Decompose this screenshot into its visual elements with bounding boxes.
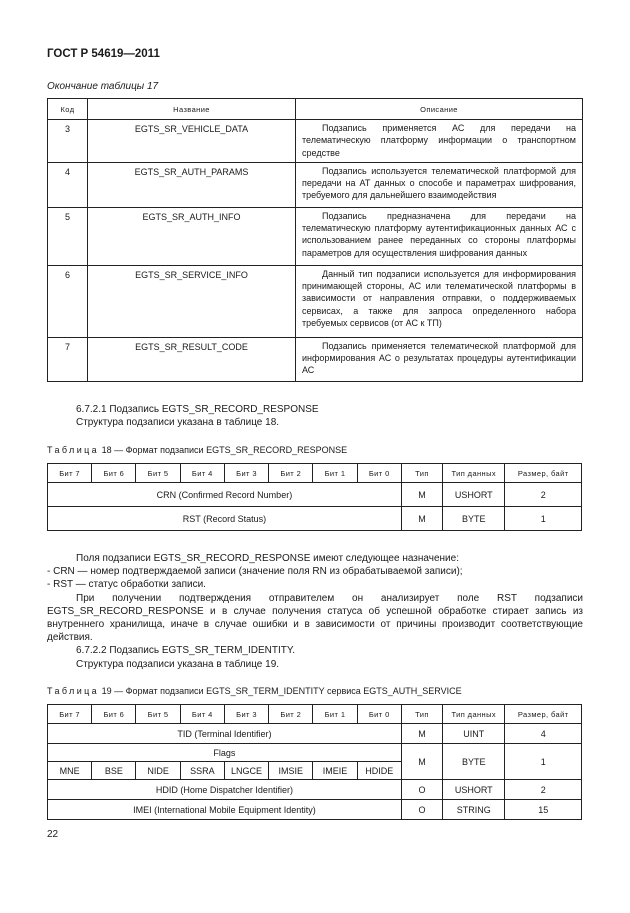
- description-cell: Подзапись предназначена для передачи на телематическую платформу аутентификационных данных АС с использованием ранее переданных со стороны платформы параметров для осуществления шифрования данных: [296, 207, 583, 265]
- column-header: Тип данных: [443, 705, 505, 724]
- column-header: Тип: [401, 464, 442, 483]
- table-18: [47, 463, 582, 531]
- datatype-cell: STRING: [443, 800, 505, 820]
- section-title: 6.7.2.1 Подзапись EGTS_SR_RECORD_RESPONSE: [76, 404, 319, 415]
- column-header: Тип данных: [443, 464, 505, 483]
- column-header: Код: [48, 99, 88, 120]
- column-header: Бит 5: [136, 464, 180, 483]
- flag-bit-cell: LNGCE: [224, 762, 268, 780]
- field-cell: IMEI (International Mobile Equipment Identity): [48, 800, 402, 820]
- type-cell: M: [401, 507, 442, 531]
- table-row: [48, 483, 582, 507]
- flag-bit-cell: BSE: [92, 762, 136, 780]
- column-header: Бит 3: [224, 705, 268, 724]
- flag-bit-cell: IMSIE: [269, 762, 313, 780]
- column-header: Бит 6: [92, 705, 136, 724]
- column-header: Бит 0: [357, 464, 401, 483]
- flag-bit-cell: MNE: [48, 762, 92, 780]
- column-header: Название: [88, 99, 296, 120]
- fields-description: [47, 552, 583, 671]
- table-row: [48, 800, 582, 820]
- field-cell: TID (Terminal Identifier): [48, 724, 402, 744]
- flag-bit-cell: IMEIE: [313, 762, 357, 780]
- column-header: Бит 0: [357, 705, 401, 724]
- code-cell: 7: [48, 337, 88, 381]
- column-header: Бит 2: [269, 705, 313, 724]
- description-cell: Подзапись применяется АС для передачи на телематическую платформу информации о транспортном средстве: [296, 120, 583, 163]
- type-cell: M: [401, 744, 442, 780]
- section-text: Структура подзаписи указана в таблице 18.: [76, 417, 280, 429]
- code-cell: 4: [48, 162, 88, 207]
- table-header-row: [48, 705, 582, 724]
- column-header: Бит 7: [48, 464, 92, 483]
- table-row: [48, 744, 582, 762]
- table-19: [47, 704, 582, 820]
- column-header: Описание: [296, 99, 583, 120]
- document-header: ГОСТ Р 54619—2011: [47, 48, 160, 60]
- field-rst-description: - RST — статус обработки записи.: [47, 579, 206, 591]
- datatype-cell: BYTE: [443, 744, 505, 780]
- column-header: Бит 3: [224, 464, 268, 483]
- table-row: [48, 337, 583, 381]
- column-header: Бит 4: [180, 464, 224, 483]
- description-cell: Подзапись используется телематической платформой для передачи на АТ данных о способе и параметрах шифрования, требуемого для дальнейшего взаимодействия: [296, 162, 583, 207]
- column-header: Бит 6: [92, 464, 136, 483]
- field-cell: CRN (Confirmed Record Number): [48, 483, 402, 507]
- table-header-row: [48, 464, 582, 483]
- type-cell: O: [401, 800, 442, 820]
- table-18-caption: [47, 445, 347, 455]
- datatype-cell: BYTE: [443, 507, 505, 531]
- table-row: [48, 120, 583, 163]
- table-continuation-label: Окончание таблицы 17: [47, 81, 159, 92]
- type-cell: O: [401, 780, 442, 800]
- column-header: Бит 5: [136, 705, 180, 724]
- name-cell: EGTS_SR_AUTH_INFO: [88, 207, 296, 265]
- name-cell: EGTS_SR_SERVICE_INFO: [88, 265, 296, 337]
- table-row: [48, 162, 583, 207]
- caption-text: 19 — Формат подзаписи EGTS_SR_TERM_IDENTITY сервиса EGTS_AUTH_SERVICE: [101, 686, 462, 696]
- table-row: [48, 780, 582, 800]
- flag-bit-cell: NIDE: [136, 762, 180, 780]
- column-header: Бит 1: [313, 705, 357, 724]
- size-cell: 2: [505, 483, 582, 507]
- table-19-caption: [47, 686, 462, 696]
- code-cell: 5: [48, 207, 88, 265]
- caption-word: Таблица: [47, 686, 100, 696]
- name-cell: EGTS_SR_AUTH_PARAMS: [88, 162, 296, 207]
- description-cell: Данный тип подзаписи используется для информирования принимающей стороны, АС или телематической платформы в зависимости от направления отправки, о поддерживаемых сервисах, а также для запроса определенного набора требуемых сервисов (от АС к ТП): [296, 265, 583, 337]
- datatype-cell: USHORT: [443, 483, 505, 507]
- description-cell: Подзапись применяется телематической платформой для информирования АС о результатах процедуры аутентификации АС: [296, 337, 583, 381]
- table-header-row: [48, 99, 583, 120]
- size-cell: 4: [505, 724, 582, 744]
- column-header: Бит 1: [313, 464, 357, 483]
- column-header: Бит 2: [269, 464, 313, 483]
- table-17: [47, 98, 583, 382]
- caption-word: Таблица: [47, 445, 100, 455]
- caption-text: 18 — Формат подзаписи EGTS_SR_RECORD_RESPONSE: [101, 445, 348, 455]
- column-header: Бит 4: [180, 705, 224, 724]
- size-cell: 1: [505, 744, 582, 780]
- size-cell: 1: [505, 507, 582, 531]
- datatype-cell: UINT: [443, 724, 505, 744]
- code-cell: 6: [48, 265, 88, 337]
- processing-paragraph: При получении подтверждения отправителем он анализирует поле RST подзаписи EGTS_SR_RECORD_RESPONSE и в случае получения статуса об успешной обработке стирает запись из внутреннего хранилища, иначе в случае ошибки и в зависимости от причины производит соответствующие действия.: [47, 592, 583, 644]
- table-row: [48, 724, 582, 744]
- size-cell: 2: [505, 780, 582, 800]
- field-cell: HDID (Home Dispatcher Identifier): [48, 780, 402, 800]
- size-cell: 15: [505, 800, 582, 820]
- section-text: Структура подзаписи указана в таблице 19.: [76, 658, 280, 670]
- code-cell: 3: [48, 120, 88, 163]
- datatype-cell: USHORT: [443, 780, 505, 800]
- table-row: [48, 207, 583, 265]
- page-number: 22: [47, 829, 59, 840]
- table-row: [48, 265, 583, 337]
- field-cell: RST (Record Status): [48, 507, 402, 531]
- type-cell: M: [401, 483, 442, 507]
- fields-intro: Поля подзаписи EGTS_SR_RECORD_RESPONSE имеют следующее назначение:: [76, 553, 459, 564]
- column-header: Размер, байт: [505, 705, 582, 724]
- flag-bit-cell: HDIDE: [357, 762, 401, 780]
- table-row: [48, 507, 582, 531]
- section-title: 6.7.2.2 Подзапись EGTS_SR_TERM_IDENTITY.: [76, 645, 296, 657]
- name-cell: EGTS_SR_VEHICLE_DATA: [88, 120, 296, 163]
- field-crn-description: - CRN — номер подтверждаемой записи (значение поля RN из обрабатываемой записи);: [47, 566, 463, 578]
- section-6721: [47, 403, 583, 429]
- flag-bit-cell: SSRA: [180, 762, 224, 780]
- name-cell: EGTS_SR_RESULT_CODE: [88, 337, 296, 381]
- flags-cell: Flags: [48, 744, 402, 762]
- column-header: Бит 7: [48, 705, 92, 724]
- column-header: Размер, байт: [505, 464, 582, 483]
- column-header: Тип: [401, 705, 442, 724]
- type-cell: M: [401, 724, 442, 744]
